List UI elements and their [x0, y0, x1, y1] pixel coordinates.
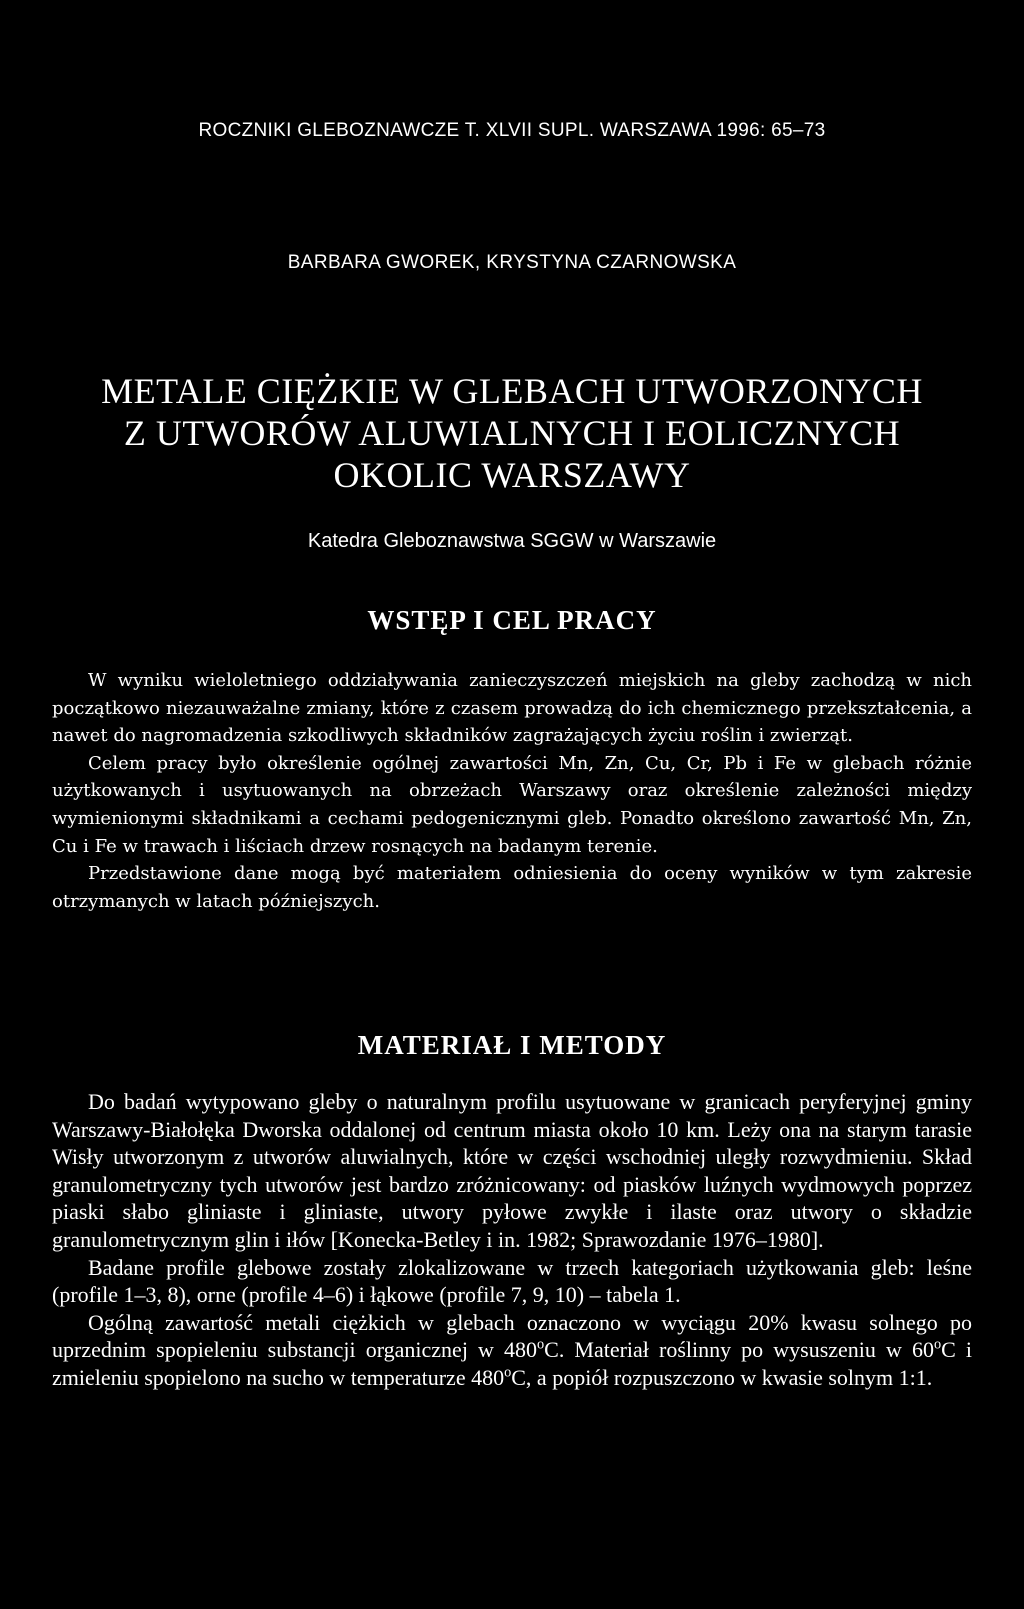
section-body-methods [52, 1088, 972, 1392]
degree-mark: o [504, 1364, 512, 1381]
text-run: C, a popiół rozpuszczono w kwasie solnym 1:1. [511, 1364, 933, 1390]
text-run: Ogólną zawartość metali ciężkich w glebach oznaczono w wyciągu 20% kwasu solnego po uprzednim spopieleniu substancji organicznej w 480 [52, 1309, 972, 1363]
text-run: C i zmieleniu spopielono na sucho w temperaturze 480 [52, 1337, 972, 1390]
author-list: BARBARA GWOREK, KRYSTYNA CZARNOWSKA [287, 252, 737, 273]
title-line: Z UTWORÓW ALUWIALNYCH I EOLICZNYCH [123, 413, 901, 453]
paragraph: Badane profile glebowe zostały zlokalizowane w trzech kategoriach użytkowania gleb: leśne (profile 1–3, 8), orne (profile 4–6) i łąkowe (profile 7, 9, 10) – tabela 1. [52, 1254, 972, 1308]
section-heading-introduction: WSTĘP I CEL PRACY [367, 605, 657, 635]
degree-mark: o [933, 1337, 942, 1354]
title-line: OKOLIC WARSZAWY [333, 455, 691, 495]
paragraph: Przedstawione dane mogą być materiałem odniesienia do oceny wyników w tym zakresie otrzymanych w latach późniejszych. [52, 863, 972, 912]
paragraph: W wyniku wieloletniego oddziaływania zanieczyszczeń miejskich na gleby zachodzą w nich początkowo niezauważalne zmiany, które z czasem prowadzą do ich chemicznego przekształcenia, a nawet do nagromadzenia szkodliwych składników zagrażających życiu roślin i zwierząt. [52, 670, 972, 747]
paragraph: Celem pracy było określenie ogólnej zawartości Mn, Zn, Cu, Cr, Pb i Fe w glebach różnie użytkowanych i usytuowanych na obrzeżach Warszawy oraz określenie zależności między wymienionymi składnikami a cechami pedogenicznymi gleb. Ponadto określono zawartość Mn, Zn, Cu i Fe w trawach i liściach drzew rosnących na badanym terenie. [52, 752, 972, 857]
section-body-introduction [52, 667, 972, 915]
title-line: METALE CIĘŻKIE W GLEBACH UTWORZONYCH [101, 371, 923, 411]
paper-title [52, 370, 972, 496]
section-heading-methods: MATERIAŁ I METODY [357, 1030, 667, 1060]
paragraph [52, 1309, 972, 1392]
affiliation: Katedra Gleboznawstwa SGGW w Warszawie [307, 530, 717, 552]
text-run: C. Materiał roślinny po wysuszeniu w 60 [544, 1337, 934, 1363]
degree-mark: o [536, 1337, 545, 1354]
paragraph: Do badań wytypowano gleby o naturalnym profilu usytuowane w granicach peryferyjnej gminy Warszawy-Białołęka Dworska oddalonej od centrum miasta około 10 km. Leży ona na starym tarasie Wisły utworzonym z utworów aluwialnych, które w części wschodniej uległy rozwydmieniu. Skład granulometryczny tych utworów jest bardzo zróżnicowany: od piasków luźnych wydmowych poprzez piaski słabo gliniaste i gliniaste, utwory pyłowe zwykłe i ilaste oraz utwory o składzie granulometrycznym glin i iłów [Konecka-Betley i in. 1982; Sprawozdanie 1976–1980]. [52, 1089, 972, 1252]
journal-citation: ROCZNIKI GLEBOZNAWCZE T. XLVII SUPL. WARSZAWA 1996: 65–73 [198, 120, 826, 141]
